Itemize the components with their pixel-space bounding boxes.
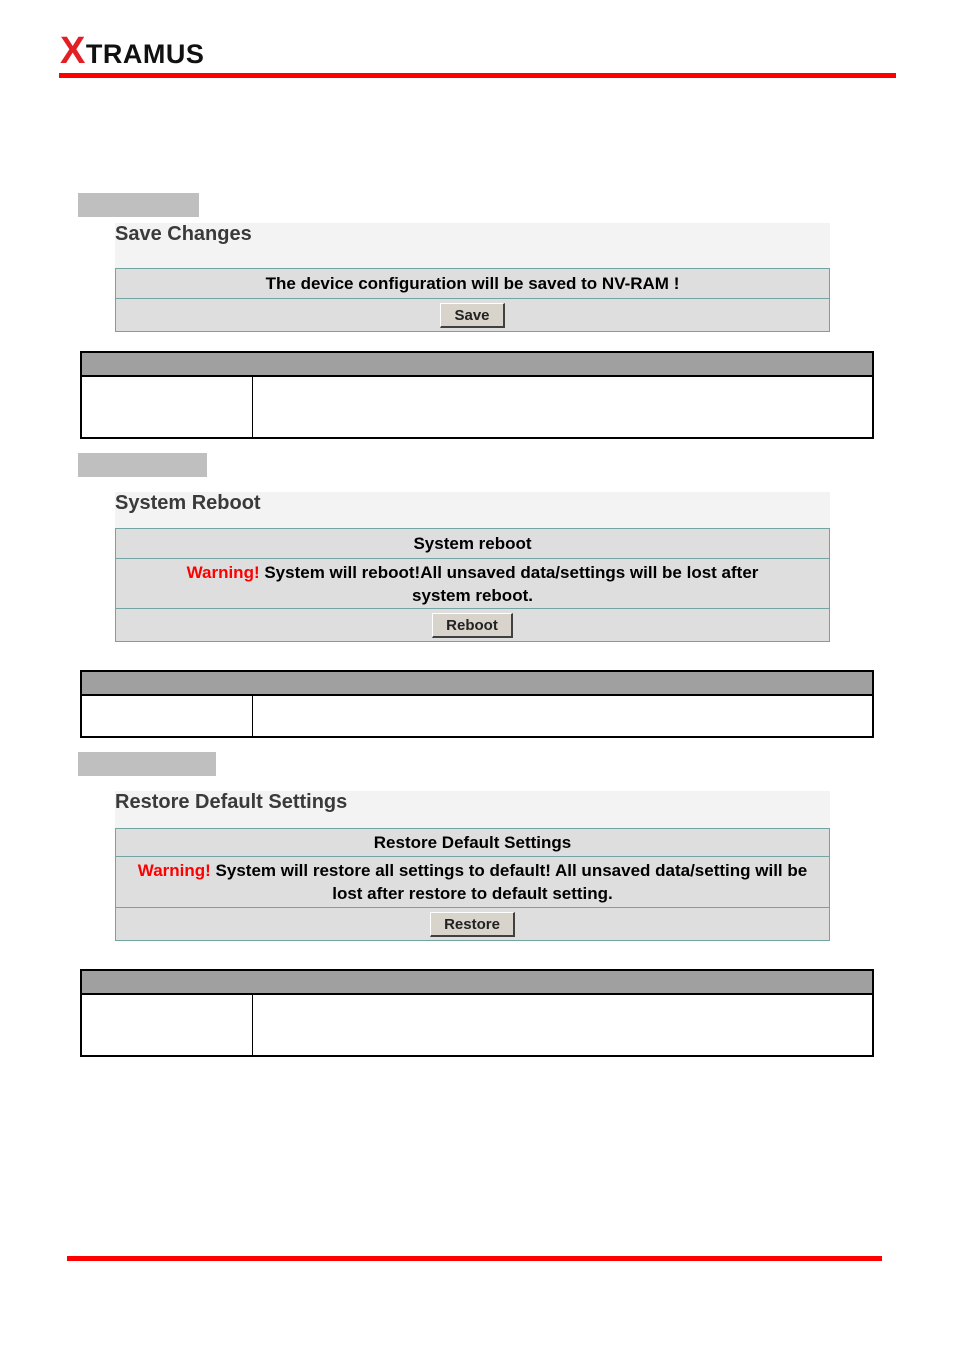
table-header (81, 671, 873, 695)
description-cell (253, 376, 874, 438)
warning-text: System will restore all settings to default! All unsaved data/setting will be lost after restore to default setting. (210, 861, 808, 903)
save-changes-panel (115, 223, 830, 332)
restore-warning-cell (116, 857, 830, 908)
restore-description-table (80, 969, 874, 1057)
save-info-text: The device configuration will be saved to NV-RAM ! (116, 269, 830, 299)
panel-title: Save Changes (115, 223, 252, 245)
reboot-button[interactable]: Reboot (432, 613, 513, 638)
xtramus-logo (60, 30, 205, 72)
object-cell (81, 994, 253, 1056)
reboot-description-table (80, 670, 874, 738)
footer-divider (67, 1256, 882, 1261)
restore-defaults-panel (115, 791, 830, 941)
restore-button-cell (116, 908, 830, 941)
object-cell (81, 695, 253, 737)
redacted-heading-reboot (78, 453, 207, 477)
save-button[interactable]: Save (440, 303, 504, 328)
warning-text: System will reboot!All unsaved data/settings will be lost after system reboot. (259, 562, 759, 605)
description-cell (253, 695, 874, 737)
restore-heading: Restore Default Settings (116, 829, 830, 857)
redacted-heading-restore (78, 752, 216, 776)
description-cell (253, 994, 874, 1056)
redacted-heading-save (78, 193, 199, 217)
save-description-table (80, 351, 874, 439)
logo-text: TRAMUS (85, 39, 205, 69)
object-cell (81, 376, 253, 438)
logo-x: X (60, 30, 86, 72)
panel-title: System Reboot (115, 492, 261, 514)
restore-config-table (115, 828, 830, 941)
warning-label: Warning! (137, 861, 211, 880)
warning-label: Warning! (186, 562, 260, 582)
system-reboot-panel (115, 492, 830, 642)
restore-button[interactable]: Restore (430, 912, 515, 937)
header-divider (59, 73, 896, 78)
table-header (81, 352, 873, 376)
table-header (81, 970, 873, 994)
reboot-heading: System reboot (116, 529, 830, 559)
save-config-table (115, 268, 830, 332)
reboot-button-cell (116, 609, 830, 642)
panel-title: Restore Default Settings (115, 791, 348, 813)
reboot-config-table (115, 528, 830, 642)
save-button-cell (116, 299, 830, 332)
reboot-warning-cell (116, 559, 830, 609)
